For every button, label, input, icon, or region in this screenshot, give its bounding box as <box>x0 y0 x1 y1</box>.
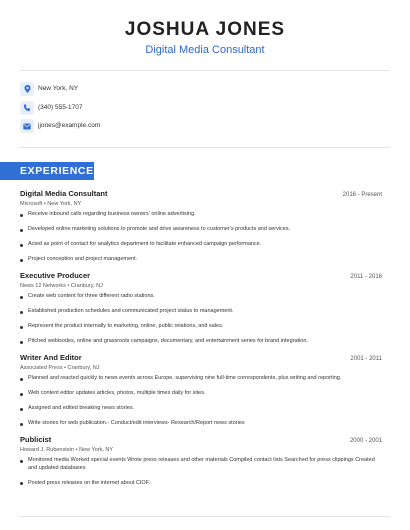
job-bullet: Pitched webisodes, online and grassroots campaigns, documentary, and entertainment series for brand integration. <box>20 338 382 346</box>
job-bullet: Posted press releases on the internet about CIOF. <box>20 480 382 488</box>
job-title: Publicist <box>20 435 52 444</box>
location-text: New York, NY <box>38 85 79 92</box>
job-bullet: Receive inbound calls regarding business owners' online advertising. <box>20 211 382 219</box>
job-bullets <box>20 375 382 428</box>
location-pin-icon <box>20 82 34 96</box>
job-bullet: Developed online marketing solutions to promote and drive awareness to customer's products and services. <box>20 226 382 234</box>
job-bullet: Represent the product internally to marketing, online, public relations, and sales. <box>20 323 382 331</box>
job-bullet: Acted as point of contact for analytics department to facilitate enhanced campaign performance. <box>20 241 382 249</box>
job-title: Executive Producer <box>20 271 91 280</box>
job-company: Howard J. Rubenstein • New York, NY <box>20 447 114 453</box>
job-bullet: Assigned and edited breaking news stories. <box>20 405 382 413</box>
job-bullet: Monitored media Worked special events Wrote press releases and other materials Compiled contact lists Searched for press clippings Created and updated databases <box>20 457 382 472</box>
job-bullet: Established production schedules and communicated project status to management. <box>20 308 382 316</box>
job-bullet: Planned and reacted quickly to news events across Europe, supervising nine full-time correspondents, plus writing and reporting. <box>20 375 382 383</box>
job-company: News 12 Networks • Cranbury, NJ <box>20 283 103 289</box>
job-title: Writer And Editor <box>20 353 82 362</box>
email-text[interactable]: jjones@example.com <box>38 122 101 129</box>
divider <box>20 516 390 517</box>
job-dates: 2000 - 2001 <box>349 438 382 444</box>
job-entry <box>20 353 382 428</box>
job-bullets <box>20 457 382 487</box>
contact-list <box>20 80 100 136</box>
job-dates: 2011 - 2016 <box>350 274 382 280</box>
job-entry <box>20 189 382 264</box>
contact-email <box>20 117 100 135</box>
candidate-title: Digital Media Consultant <box>145 44 265 56</box>
divider <box>20 147 390 148</box>
contact-phone <box>20 99 100 117</box>
contact-location <box>20 80 100 98</box>
experience-list <box>20 189 382 495</box>
job-bullets <box>20 293 382 346</box>
job-title: Digital Media Consultant <box>20 189 108 198</box>
job-entry <box>20 435 382 487</box>
job-bullet: Create web content for three different radio stations. <box>20 293 382 301</box>
phone-text: (340) 555-1707 <box>38 103 83 111</box>
divider <box>20 70 390 71</box>
job-dates: 2001 - 2011 <box>350 356 382 362</box>
resume-header <box>0 0 410 57</box>
job-bullet: Write stories for web publication.- Conduct/edit interviews- Research/Report news stories <box>20 420 382 428</box>
candidate-name: JOSHUA JONES <box>124 19 286 40</box>
experience-heading: EXPERIENCE <box>0 162 94 180</box>
job-dates: 2016 - Present <box>342 192 382 198</box>
email-icon <box>20 119 34 133</box>
job-company: Microsoft • New York, NY <box>20 201 82 207</box>
job-entry <box>20 271 382 346</box>
job-company: Associated Press • Cranbury, NJ <box>20 365 100 371</box>
job-bullet: Web content editor updates articles, photos, multiple times daily for sites. <box>20 390 382 398</box>
job-bullets <box>20 211 382 264</box>
phone-icon <box>20 101 34 115</box>
job-bullet: Project conception and project management. <box>20 256 382 264</box>
